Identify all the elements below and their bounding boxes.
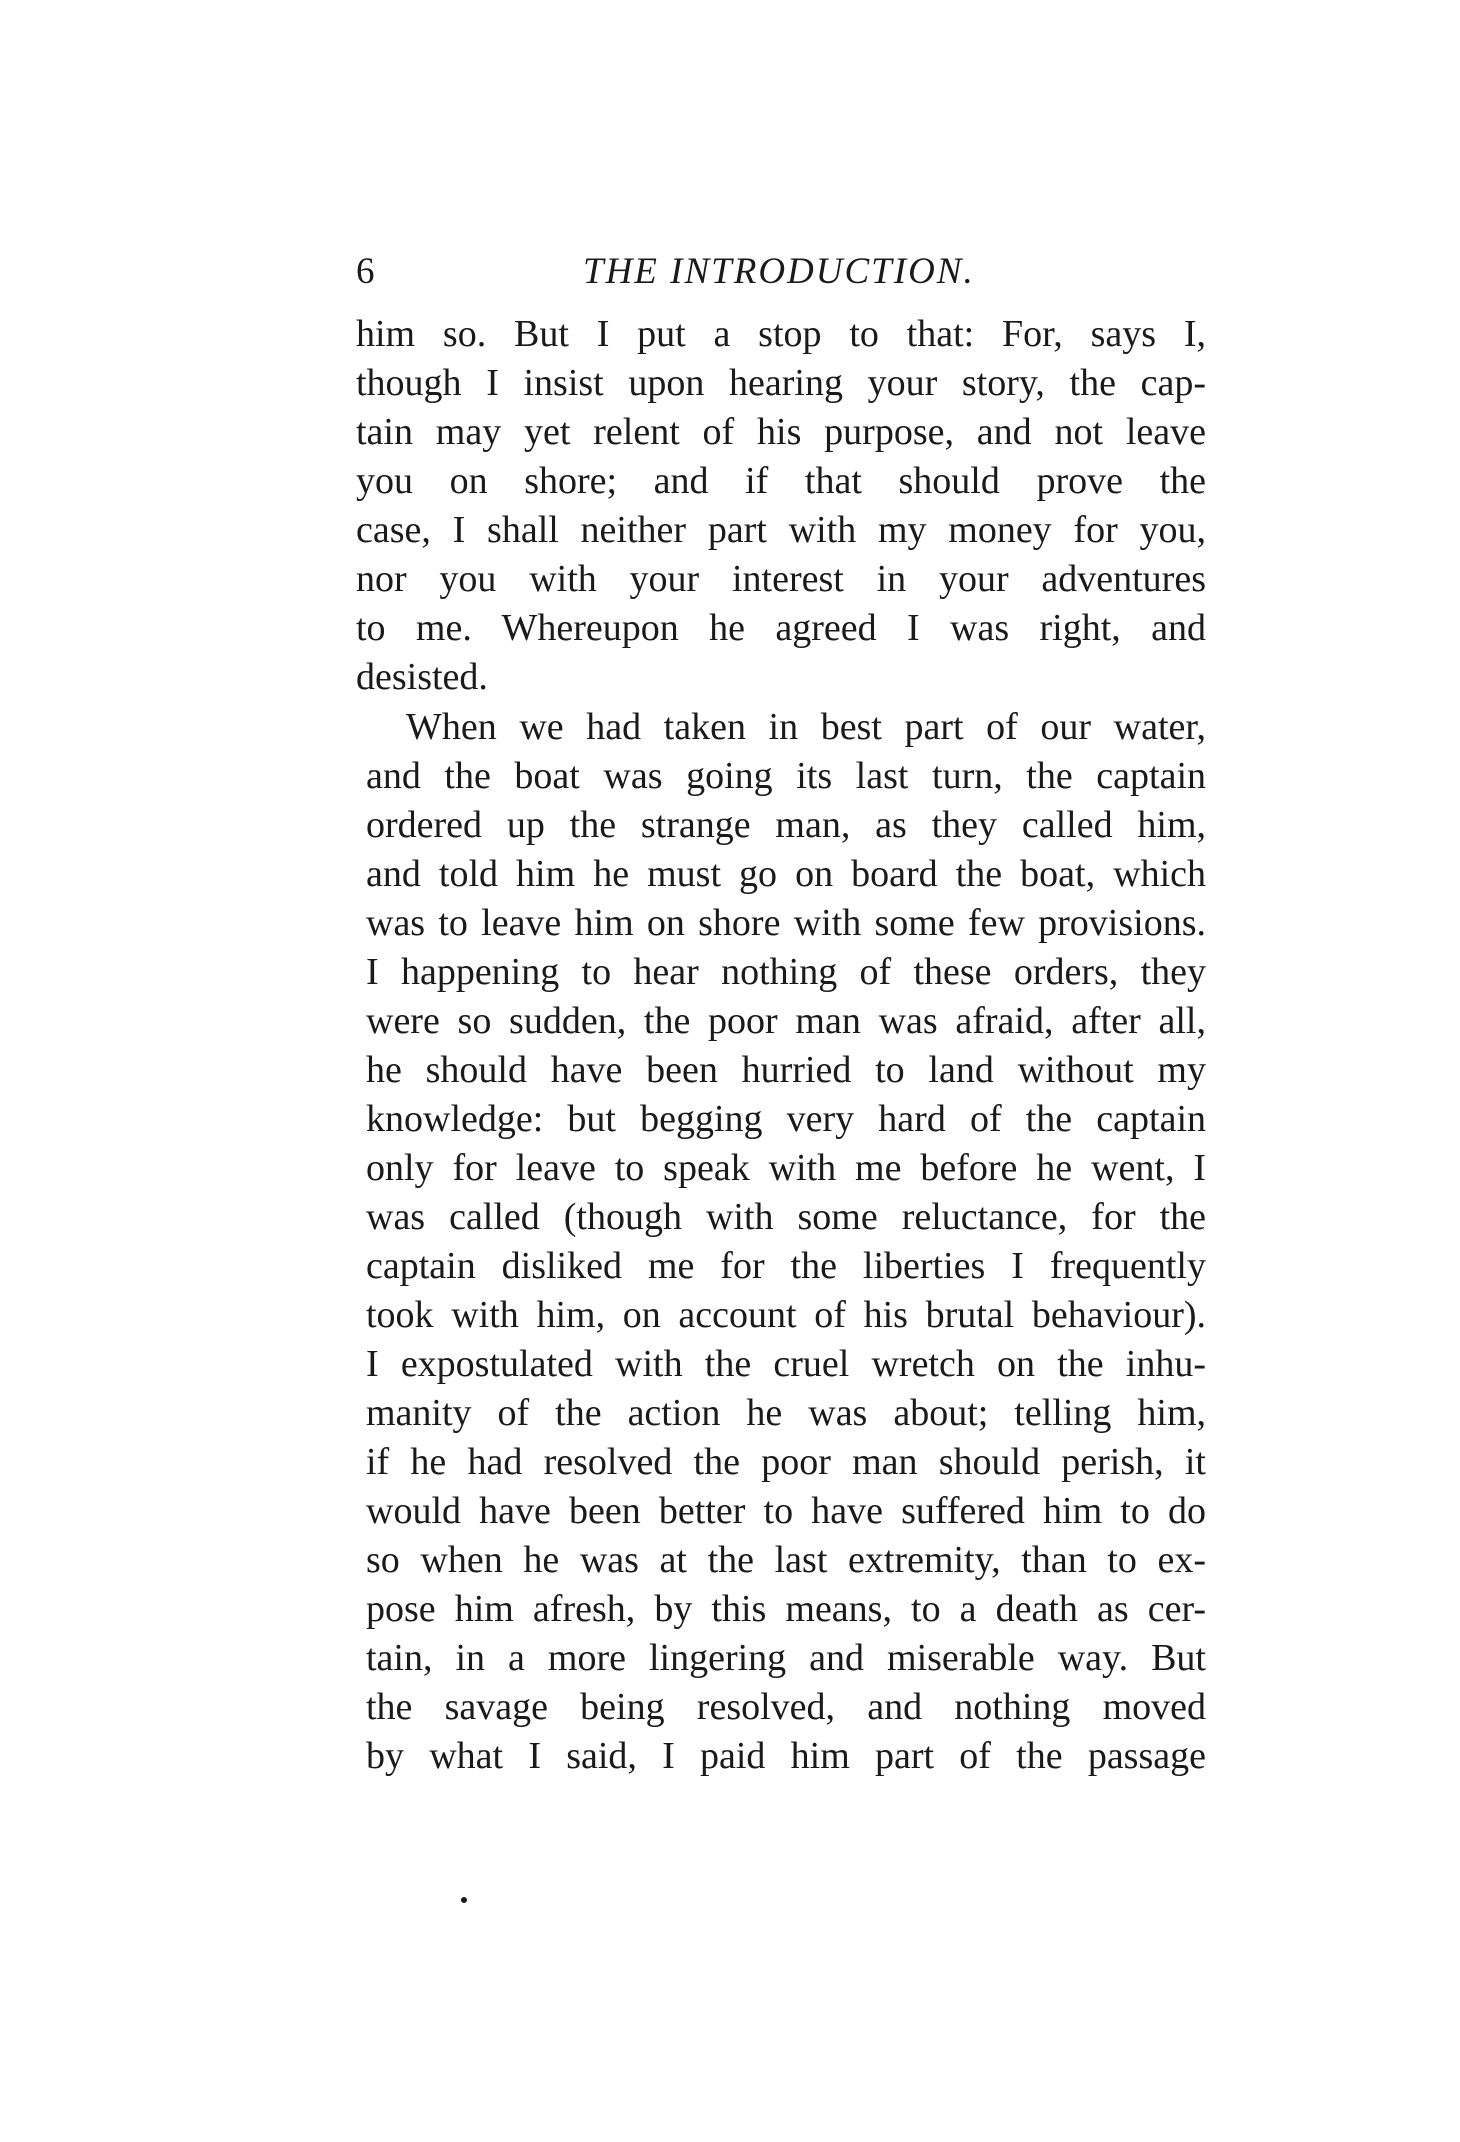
ink-speck <box>461 1897 467 1903</box>
text-line: only for leave to speak with me before he went, I <box>366 1147 1206 1189</box>
text-line: When we had taken in best part of our water, <box>406 706 1206 748</box>
text-line: and the boat was going its last turn, the captain <box>366 755 1206 797</box>
text-line: took with him, on account of his brutal behaviour). <box>366 1294 1206 1336</box>
text-line: and told him he must go on board the boat, which <box>366 853 1206 895</box>
text-line: desisted. <box>356 656 488 698</box>
text-line: I happening to hear nothing of these orders, they <box>366 951 1206 993</box>
text-line: manity of the action he was about; telling him, <box>366 1392 1206 1434</box>
text-line: tain may yet relent of his purpose, and not leave <box>356 411 1206 453</box>
text-line: nor you with your interest in your adventures <box>356 558 1206 600</box>
text-line: him so. But I put a stop to that: For, says I, <box>356 313 1206 355</box>
text-line: was called (though with some reluctance, for the <box>366 1196 1206 1238</box>
text-line: were so sudden, the poor man was afraid, after all, <box>366 1000 1206 1042</box>
text-line: case, I shall neither part with my money for you, <box>356 509 1206 551</box>
text-line: you on shore; and if that should prove the <box>356 460 1206 502</box>
text-line: captain disliked me for the liberties I frequently <box>366 1245 1206 1287</box>
text-line: pose him afresh, by this means, to a death as cer- <box>366 1588 1206 1630</box>
text-line: was to leave him on shore with some few provisions. <box>366 902 1206 944</box>
text-line: the savage being resolved, and nothing moved <box>366 1686 1206 1728</box>
running-head <box>356 247 1206 297</box>
text-line: would have been better to have suffered him to do <box>366 1490 1206 1532</box>
running-title: THE INTRODUCTION. <box>583 251 975 292</box>
text-line: by what I said, I paid him part of the passage <box>366 1735 1206 1777</box>
text-line: to me. Whereupon he agreed I was right, and <box>356 607 1206 649</box>
page-number: 6 <box>356 251 375 292</box>
text-line: if he had resolved the poor man should perish, it <box>366 1441 1206 1483</box>
text-line: though I insist upon hearing your story, the cap- <box>356 362 1206 404</box>
text-line: tain, in a more lingering and miserable way. But <box>366 1637 1206 1679</box>
text-line: so when he was at the last extremity, than to ex- <box>366 1539 1206 1581</box>
text-line: I expostulated with the cruel wretch on the inhu- <box>366 1343 1206 1385</box>
text-line: he should have been hurried to land without my <box>366 1049 1206 1091</box>
text-line: ordered up the strange man, as they called him, <box>366 804 1206 846</box>
text-line: knowledge: but begging very hard of the captain <box>366 1098 1206 1140</box>
